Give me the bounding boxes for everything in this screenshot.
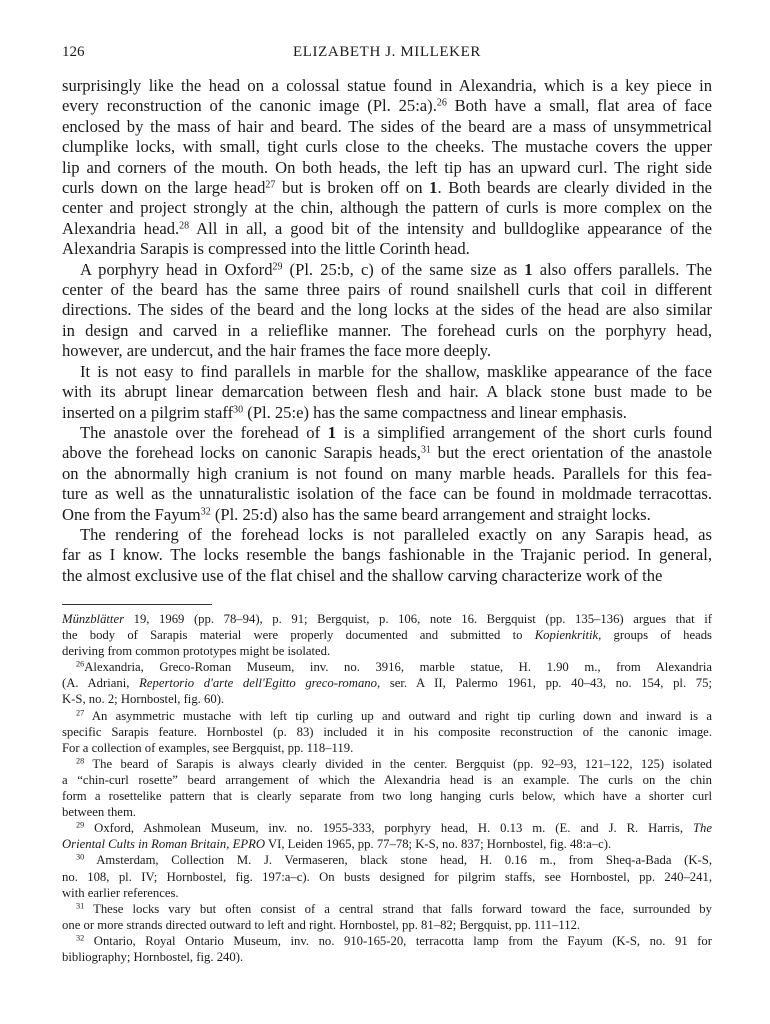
text-run: deriving from common prototypes might be isolated. <box>62 644 331 659</box>
text-run: It is not easy to find parallels in marble for the shallow, masklike appearance of the face <box>80 361 712 381</box>
text-line <box>62 341 712 361</box>
text-run: enclosed by the mass of hair and beard. The sides of the beard are a mass of unsymmetrical <box>62 116 712 136</box>
text-run: inserted on a pilgrim staff <box>62 402 234 422</box>
text-run: 19, 1969 (pp. 78–94), p. 91; Bergquist, p. 106, note 16. Bergquist (pp. 135–136) argues that if <box>124 612 712 626</box>
text-line <box>62 505 712 525</box>
text-run: , ser. A II, Palermo 1961, pp. 40–43, no. 154, pl. 75; <box>376 676 712 691</box>
paragraph <box>62 423 712 525</box>
text-line <box>62 158 712 178</box>
text-run: with its abrupt linear demarcation between flesh and hair. A black stone bust made to be <box>62 382 712 402</box>
text-line <box>62 423 712 443</box>
text-run: however, are undercut, and the hair frames the face more deeply. <box>62 341 492 361</box>
text-run: The beard of Sarapis is always clearly divided in the center. Bergquist (pp. 92–93, 121–122, 125) isolated <box>84 756 712 771</box>
footnote <box>62 611 712 659</box>
note-reference: 31 <box>420 444 431 456</box>
text-run: Repertorio d'arte dell'Egitto greco-romano <box>139 676 377 691</box>
note-reference: 32 <box>76 933 85 943</box>
text-run: no. 108, pl. IV; Hornbostel, fig. 197:a–c). On busts designed for pilgrim staffs, see Hornbostel, pp. 240–241, <box>62 869 712 884</box>
text-line <box>62 484 712 504</box>
footnote-line <box>62 611 712 627</box>
note-reference: 28 <box>76 756 85 766</box>
text-run: center and project strongly at the chin, although the pattern of curls is more complex on the <box>62 198 712 218</box>
text-line <box>62 443 712 463</box>
note-reference: 30 <box>76 852 85 862</box>
paragraph <box>62 362 712 423</box>
text-run: One from the Fayum <box>62 504 201 524</box>
text-run: Kopienkritik <box>534 628 599 643</box>
text-run: form a rosettelike pattern that is clearly separate from two long hanging curls below, which have a shorter curl <box>62 789 712 804</box>
text-run: VI, Leiden 1965, pp. 77–78; K-S, no. 837; Hornbostel, fig. 48:a–c). <box>265 837 612 852</box>
footnote-line <box>62 675 712 691</box>
text-run: Alexandria Sarapis is compressed into the little Corinth head. <box>62 239 470 259</box>
note-reference: 29 <box>76 820 85 830</box>
note-reference: 27 <box>265 179 276 191</box>
text-run: A porphyry head in Oxford <box>80 259 273 279</box>
text-run: Amsterdam, Collection M. J. Vermaseren, black stone head, H. 0.16 m., from Sheq-a-Bada (K-S, <box>84 853 712 868</box>
footnote <box>62 933 712 965</box>
note-reference: 31 <box>76 901 85 911</box>
footnote-line <box>62 724 712 740</box>
text-run: The rendering of the forehead locks is not paralleled exactly on any Sarapis head, as <box>80 524 712 544</box>
text-run: These locks vary but often consist of a central strand that falls forward toward the face, surrounded by <box>84 901 712 916</box>
text-run: on the abnormally high cranium is not found on many marble heads. Parallels for this fea- <box>62 463 712 483</box>
footnote-line <box>62 917 712 933</box>
text-run: with earlier references. <box>62 885 179 900</box>
text-run: An asymmetric mustache with left tip curling up and outward and right tip curling down and inward is a <box>84 708 712 723</box>
footnotes <box>62 611 712 965</box>
page-number: 126 <box>62 44 85 60</box>
text-run: also offers parallels. The <box>532 259 713 279</box>
footnote <box>62 852 712 900</box>
note-reference: 30 <box>233 404 244 416</box>
note-reference: 32 <box>200 506 211 518</box>
text-line <box>62 566 712 586</box>
text-run: Alexandria head. <box>62 218 180 238</box>
footnote-line <box>62 949 712 965</box>
paragraph <box>62 525 712 586</box>
note-reference: 29 <box>272 261 283 273</box>
text-run: (A. Adriani, <box>62 676 140 691</box>
footnote-line <box>62 901 712 917</box>
footnote-rule <box>62 604 212 605</box>
text-run: but is broken off on <box>275 178 430 198</box>
footnote-line <box>62 756 712 772</box>
text-line <box>62 300 712 320</box>
footnote-line <box>62 708 712 724</box>
paragraph <box>62 76 712 260</box>
text-run: between them. <box>62 805 136 820</box>
text-run: Both have a small, flat area of face <box>446 96 712 116</box>
footnote-line <box>62 885 712 901</box>
text-run: Alexandria, Greco-Roman Museum, inv. no. 3916, marble statue, H. 1.90 m., from Alexandria <box>84 660 712 675</box>
text-run: specific Sarapis feature. Hornbostel (p. 83) included it in his composite reconstruction of the canonic image. <box>62 724 712 739</box>
text-line <box>62 239 712 259</box>
note-reference: 26 <box>436 97 447 109</box>
text-run: in design and carved in a relieflike manner. The forehead curls on the porphyry head, <box>62 320 712 340</box>
text-run: center of the beard has the same three pairs of round snailshell curls that coil in different <box>62 280 712 300</box>
footnote-line <box>62 836 712 852</box>
footnote <box>62 901 712 933</box>
footnote-line <box>62 804 712 820</box>
footnote-line <box>62 740 712 756</box>
text-line <box>62 403 712 423</box>
page-header <box>62 44 712 66</box>
footnote-line <box>62 820 712 836</box>
text-run: a “chin-curl rosette” beard arrangement of which the Alexandria head is an example. The curls on the chin <box>62 772 712 787</box>
footnote-line <box>62 933 712 949</box>
text-run: (Pl. 25:d) also has the same beard arrangement and straight locks. <box>210 504 651 524</box>
body-text <box>62 76 712 586</box>
running-head: ELIZABETH J. MILLEKER <box>293 44 481 60</box>
footnote-line <box>62 869 712 885</box>
text-line <box>62 117 712 137</box>
text-run: curls down on the large head <box>62 178 266 198</box>
text-run: the body of Sarapis material were properly documented and submitted to <box>62 628 535 643</box>
footnote <box>62 756 712 820</box>
note-reference: 26 <box>76 659 85 669</box>
text-run: Münzblätter <box>62 612 125 626</box>
text-run: Oxford, Ashmolean Museum, inv. no. 1955-333, porphyry head, H. 0.13 m. (E. and J. R. Harris, <box>84 821 693 836</box>
paragraph <box>62 260 712 362</box>
footnote-line <box>62 788 712 804</box>
text-line <box>62 525 712 545</box>
text-run: . Both beards are clearly divided in the <box>437 178 712 198</box>
text-line <box>62 464 712 484</box>
text-run: ture as well as the unnaturalistic isolation of the face can be found in moldmade terracottas. <box>62 484 712 504</box>
text-run: 1 <box>429 178 438 198</box>
text-run: every reconstruction of the canonic image (Pl. 25:a). <box>62 96 437 116</box>
text-run: lip and corners of the mouth. On both heads, the left tip has an upward curl. The right side <box>62 157 712 177</box>
text-line <box>62 362 712 382</box>
text-run: All in all, a good bit of the intensity and bulldoglike appearance of the <box>189 218 713 238</box>
text-run: above the forehead locks on canonic Sarapis heads, <box>62 443 421 463</box>
footnote-line <box>62 659 712 675</box>
text-line <box>62 280 712 300</box>
text-run: 1 <box>524 259 533 279</box>
text-line <box>62 198 712 218</box>
text-line <box>62 178 712 198</box>
text-run: surprisingly like the head on a colossal statue found in Alexandria, which is a key piece in <box>62 76 712 95</box>
text-line <box>62 76 712 96</box>
text-run: bibliography; Hornbostel, fig. 240). <box>62 949 244 964</box>
text-run: Oriental Cults in Roman Britain, EPRO <box>62 837 265 852</box>
note-reference: 28 <box>179 220 190 232</box>
text-line <box>62 219 712 239</box>
text-line <box>62 260 712 280</box>
text-run: For a collection of examples, see Bergquist, pp. 118–119. <box>62 740 354 755</box>
text-run: (Pl. 25:b, c) of the same size as <box>282 259 525 279</box>
text-run: directions. The sides of the beard and the long locks at the sides of the head are also similar <box>62 300 712 320</box>
footnote-line <box>62 643 712 659</box>
footnote-line <box>62 852 712 868</box>
text-run: far as I know. The locks resemble the bangs fashionable in the Trajanic period. In general, <box>62 545 712 565</box>
text-run: , groups of heads <box>598 628 712 643</box>
footnote <box>62 820 712 852</box>
text-run: K-S, no. 2; Hornbostel, fig. 60). <box>62 692 225 707</box>
text-line <box>62 545 712 565</box>
footnote <box>62 708 712 756</box>
note-reference: 27 <box>76 708 85 718</box>
text-run: Ontario, Royal Ontario Museum, inv. no. 910-165-20, terracotta lamp from the Fayum (K-S, no. 91 for <box>84 933 712 948</box>
text-line <box>62 382 712 402</box>
text-run: one or more strands directed outward to left and right. Hornbostel, pp. 81–82; Bergquist, pp. 111–112. <box>62 917 581 932</box>
text-run: the almost exclusive use of the flat chisel and the shallow carving characterize work of the <box>62 565 663 585</box>
footnote-line <box>62 627 712 643</box>
text-run: clumplike locks, with small, tight curls close to the cheeks. The mustache covers the upper <box>62 137 712 157</box>
footnote <box>62 659 712 707</box>
text-run: The <box>692 821 712 836</box>
text-line <box>62 96 712 116</box>
text-run: The anastole over the forehead of <box>80 422 328 442</box>
text-run: (Pl. 25:e) has the same compactness and linear emphasis. <box>243 402 627 422</box>
text-line <box>62 137 712 157</box>
text-run: is a simplified arrangement of the short curls found <box>336 422 712 442</box>
text-run: 1 <box>327 422 337 442</box>
text-line <box>62 321 712 341</box>
footnote-line <box>62 772 712 788</box>
footnote-line <box>62 691 712 707</box>
text-run: but the erect orientation of the anastole <box>430 443 713 463</box>
